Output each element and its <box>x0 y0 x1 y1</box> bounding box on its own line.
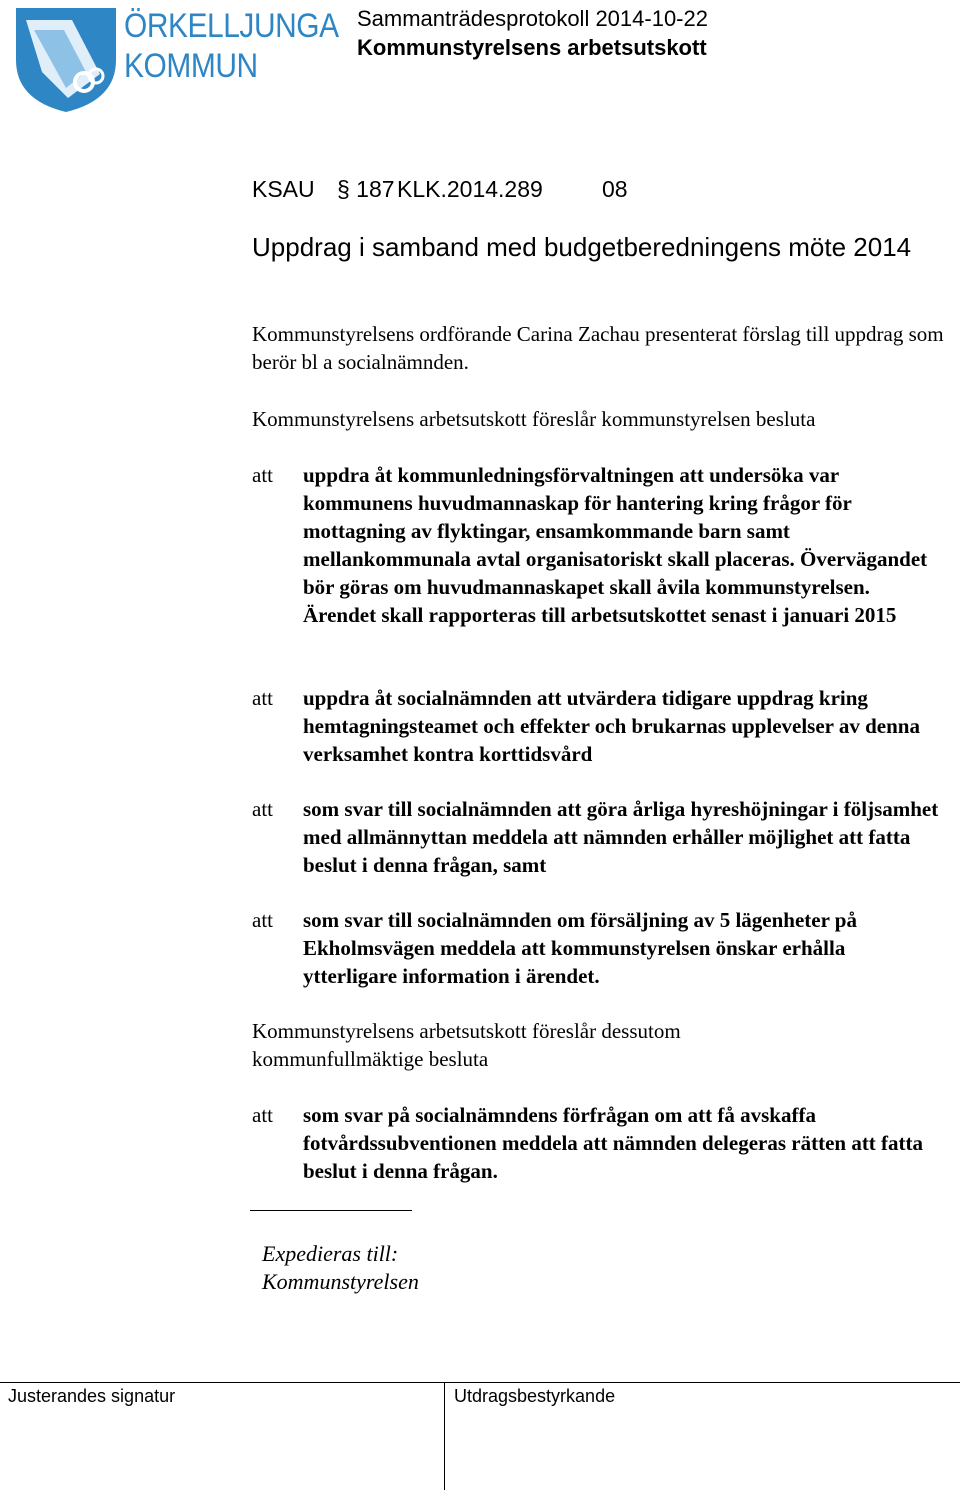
signature-field: Justerandes signatur <box>8 1386 176 1406</box>
committee-name: Kommunstyrelsens arbetsutskott <box>357 35 707 60</box>
att-label: att <box>252 686 273 710</box>
att-label: att <box>252 908 273 932</box>
logo-line-2: KOMMUN <box>124 47 258 85</box>
att-label: att <box>252 463 273 487</box>
decision-text: uppdra åt kommunledningsförvaltningen att undersöka var kommunens huvudmannaskap för hantering kring frågor för mottagning av flyktingar, ensamkommande barn samt mellankommunala avtal organisatoriskt skall placeras. Övervägandet bör göras om huvudmannaskapet skall åvila kommunstyrelsen. Ärendet skall rapporteras till arbetsutskottet senast i januari 2015 <box>303 463 928 627</box>
logo-line-1: ÖRKELLJUNGA <box>124 7 339 45</box>
decision-text: som svar till socialnämnden om försäljning av 5 lägenheter på Ekholmsvägen meddela att kommunstyrelsen önskar erhålla ytterligare information i ärendet. <box>303 908 857 988</box>
decision-text: som svar på socialnämndens förfrågan om att få avskaffa fotvårdssubventionen meddela att nämnden delegeras rätten att fatta beslut i denna frågan. <box>303 1103 924 1183</box>
paragraph-number: § 187 <box>337 176 395 202</box>
case-number: KLK.2014.289 <box>397 176 543 202</box>
decision-text: uppdra åt socialnämnden att utvärdera tidigare uppdrag kring hemtagningsteamet och effekter och brukarnas upplevelser av denna verksamhet kontra korttidsvård <box>303 686 920 766</box>
case-code: 08 <box>602 176 628 202</box>
intro-paragraph: Kommunstyrelsens ordförande Carina Zachau presenterat förslag till uppdrag som berör bl a socialnämnden. <box>252 322 944 374</box>
matter-title: Uppdrag i samband med budgetberedningens möte 2014 <box>252 232 912 262</box>
case-reference <box>252 174 628 204</box>
distribution-block <box>262 1240 419 1296</box>
att-label: att <box>252 1103 273 1127</box>
distribution-recipient: Kommunstyrelsen <box>262 1269 419 1294</box>
ksau-label: KSAU <box>252 176 315 202</box>
distribution-label: Expedieras till: <box>262 1241 399 1266</box>
footer-divider <box>444 1382 445 1490</box>
document-header <box>357 4 708 62</box>
att-label: att <box>252 797 273 821</box>
coat-of-arms-icon <box>12 2 122 114</box>
proposal-heading-kf: Kommunstyrelsens arbetsutskott föreslår dessutom kommunfullmäktige besluta <box>252 1019 681 1071</box>
logo-wordmark <box>124 6 339 86</box>
footer-rule <box>0 1382 960 1383</box>
decision-text: som svar till socialnämnden att göra årliga hyreshöjningar i följsamhet med allmännyttan meddela att nämnden erhåller möjlighet att fatta beslut i denna frågan, samt <box>303 797 939 877</box>
document-title: Sammanträdesprotokoll 2014-10-22 <box>357 6 708 31</box>
extract-certification-field: Utdragsbestyrkande <box>454 1386 616 1406</box>
municipality-logo <box>12 2 339 114</box>
separator-rule <box>250 1210 412 1211</box>
proposal-heading-ks: Kommunstyrelsens arbetsutskott föreslår kommunstyrelsen besluta <box>252 407 816 431</box>
